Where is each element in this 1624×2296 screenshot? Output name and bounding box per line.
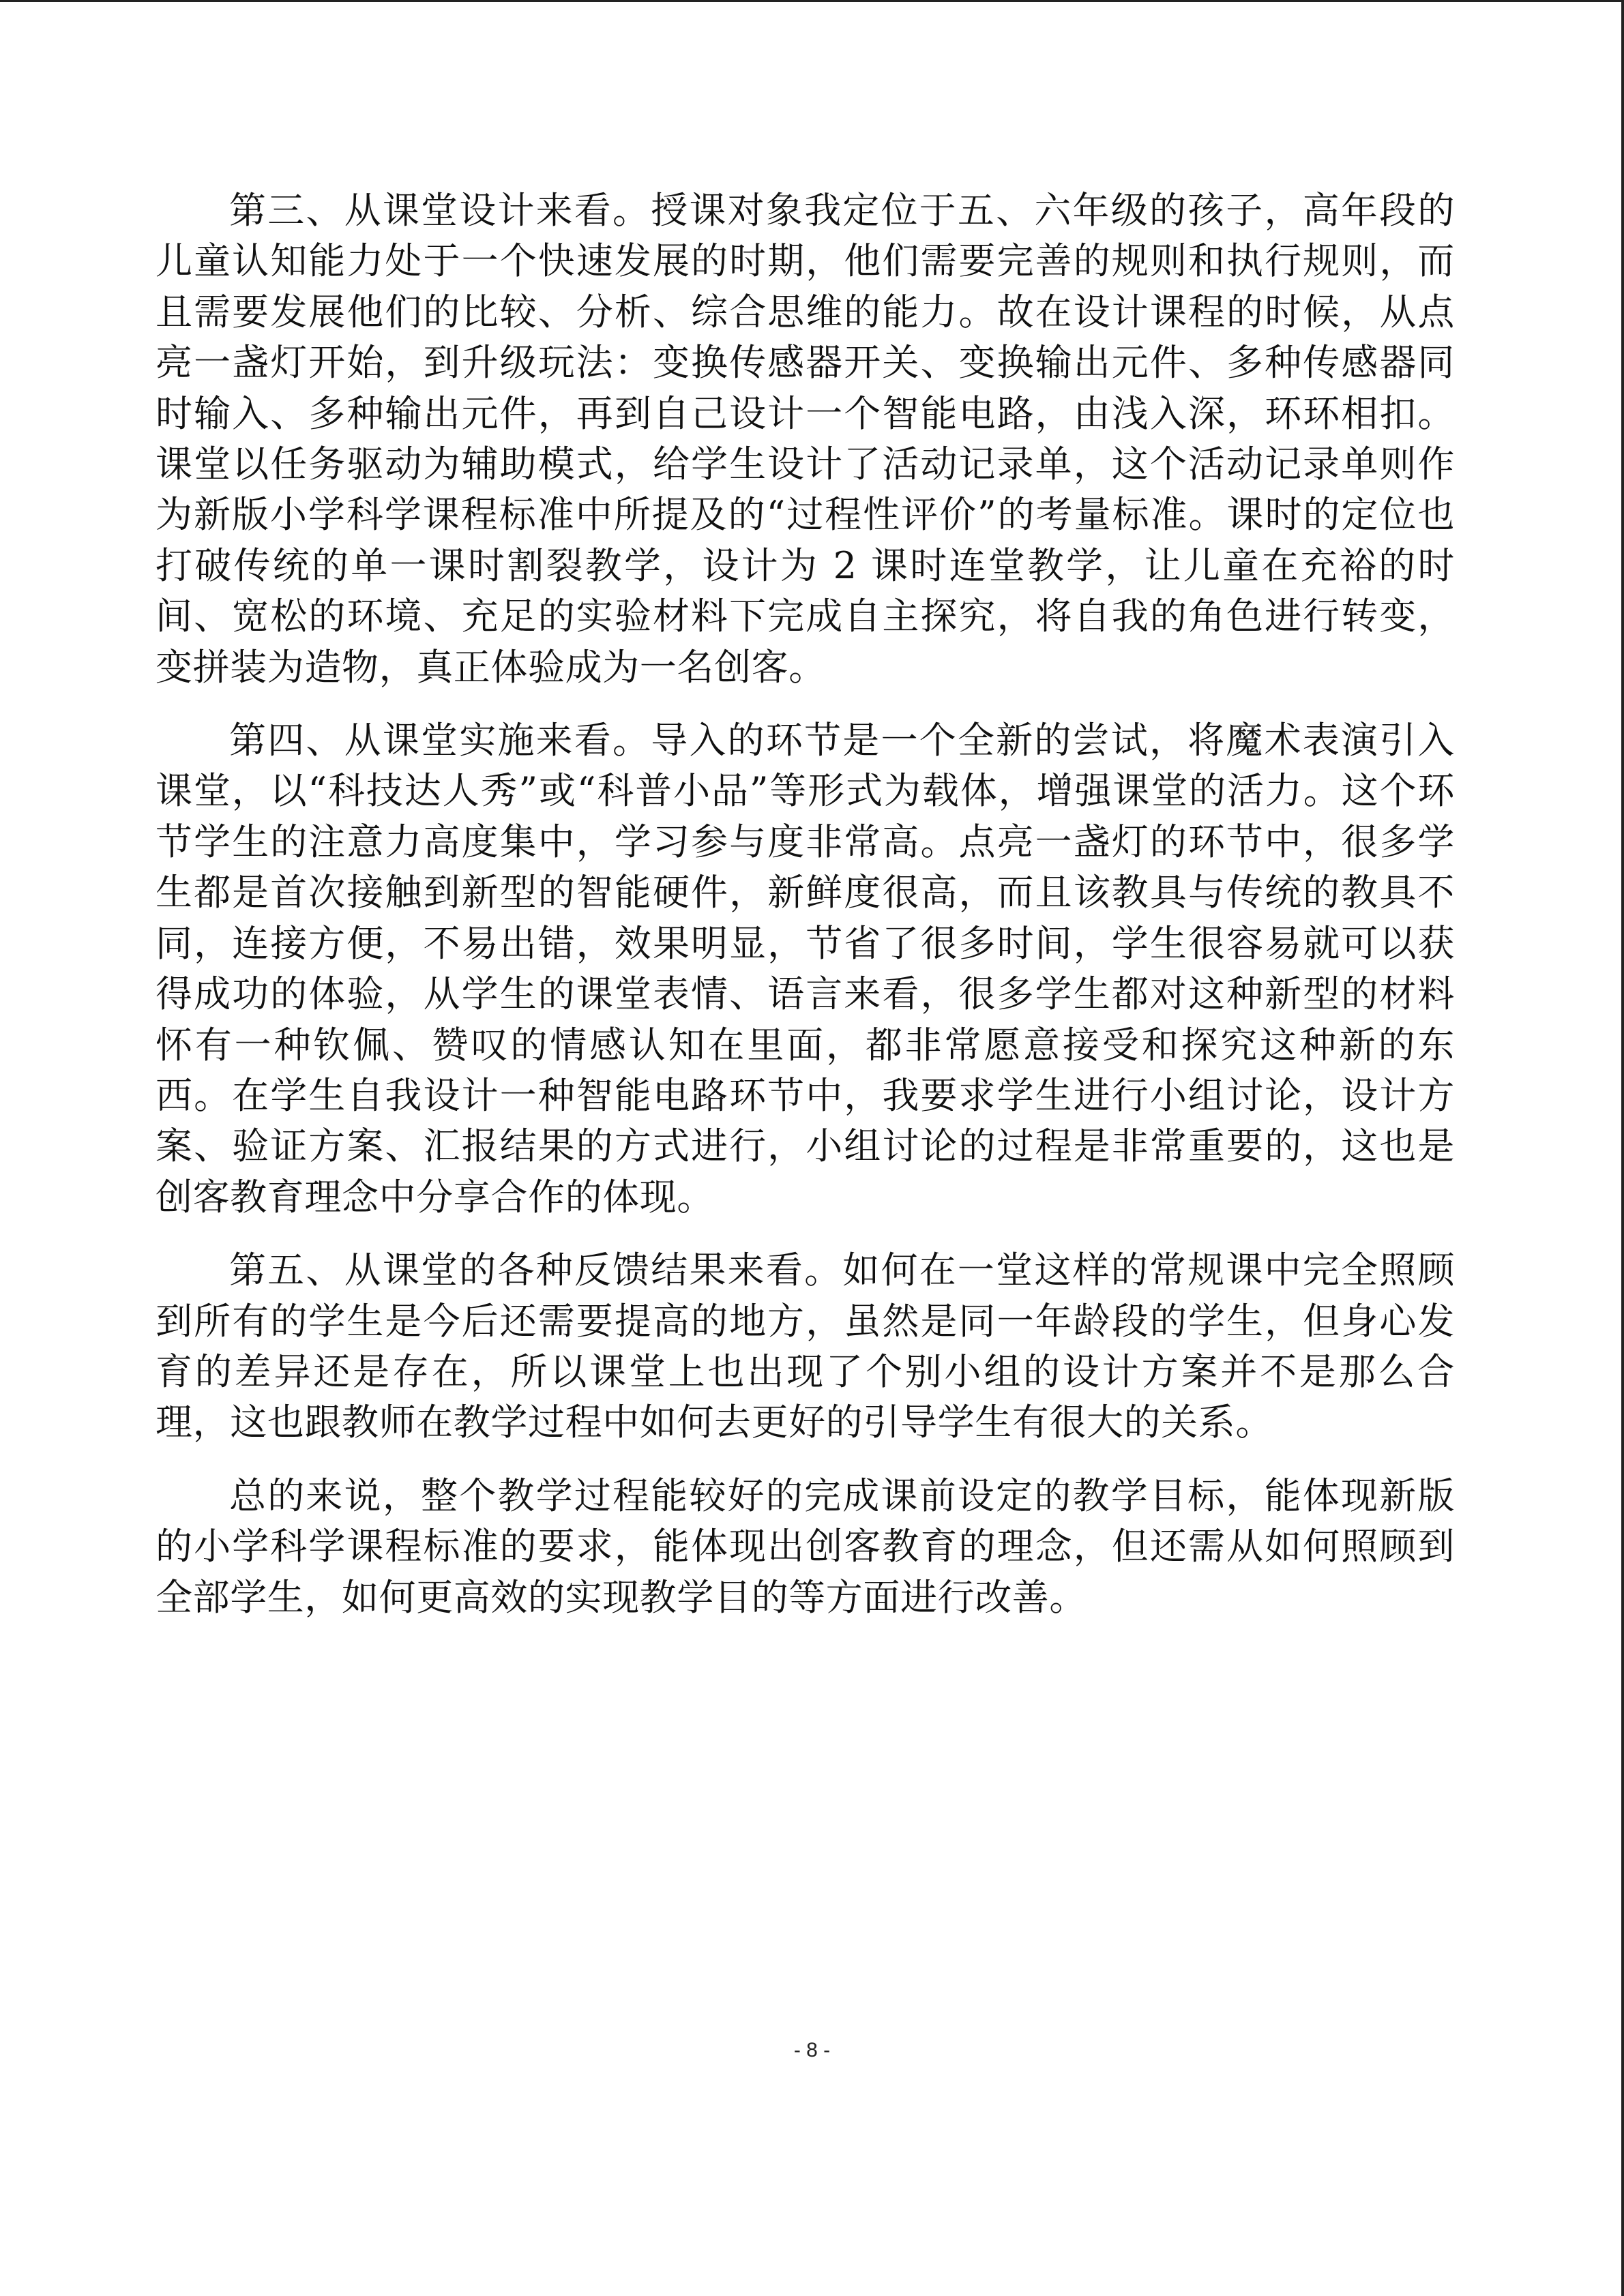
paragraph-feedback-results: 第五、从课堂的各种反馈结果来看。如何在一堂这样的常规课中完全照顾到所有的学生是今后还需要提高的地方，虽然是同一年龄段的学生，但身心发育的差异还是存在，所以课堂上也出现了个别小组的设计方案并不是那么合理，这也跟教师在教学过程中如何去更好的引导学生有很大的关系。 xyxy=(156,1249,1455,1444)
page-top-border xyxy=(0,0,1624,2)
page-right-border xyxy=(1621,0,1624,2296)
paragraph-classroom-implementation: 第四、从课堂实施来看。导入的环节是一个全新的尝试，将魔术表演引入课堂，以“科技达人秀”或“科普小品”等形式为载体，增强课堂的活力。这个环节学生的注意力高度集中，学习参与度非常高。点亮一盏灯的环节中，很多学生都是首次接触到新型的智能硬件，新鲜度很高，而且该教具与传统的教具不同，连接方便，不易出错，效果明显，节省了很多时间，学生很容易就可以获得成功的体验，从学生的课堂表情、语言来看，很多学生都对这种新型的材料怀有一种钦佩、赞叹的情感认知在里面，都非常愿意接受和探究这种新的东西。在学生自我设计一种智能电路环节中，我要求学生进行小组讨论，设计方案、验证方案、汇报结果的方式进行，小组讨论的过程是非常重要的，这也是创客教育理念中分享合作的体现。 xyxy=(156,719,1455,1219)
paragraph-classroom-design: 第三、从课堂设计来看。授课对象我定位于五、六年级的孩子，高年段的儿童认知能力处于一个快速发展的时期，他们需要完善的规则和执行规则，而且需要发展他们的比较、分析、综合思维的能力。故在设计课程的时候，从点亮一盏灯开始，到升级玩法：变换传感器开关、变换输出元件、多种传感器同时输入、多种输出元件，再到自己设计一个智能电路，由浅入深，环环相扣。课堂以任务驱动为辅助模式，给学生设计了活动记录单，这个活动记录单则作为新版小学科学课程标准中所提及的“过程性评价”的考量标准。课时的定位也打破传统的单一课时割裂教学，设计为 2 课时连堂教学，让儿童在充裕的时间、宽松的环境、充足的实验材料下完成自主探究，将自我的角色进行转变，变拼装为造物，真正体验成为一名创客。 xyxy=(156,189,1455,689)
paragraph-summary: 总的来说，整个教学过程能较好的完成课前设定的教学目标，能体现新版的小学科学课程标准的要求，能体现出创客教育的理念，但还需从如何照顾到全部学生，如何更高效的实现教学目的等方面进行改善。 xyxy=(156,1474,1455,1619)
document-body xyxy=(156,185,1455,1623)
page-number: - 8 - xyxy=(793,2039,831,2061)
